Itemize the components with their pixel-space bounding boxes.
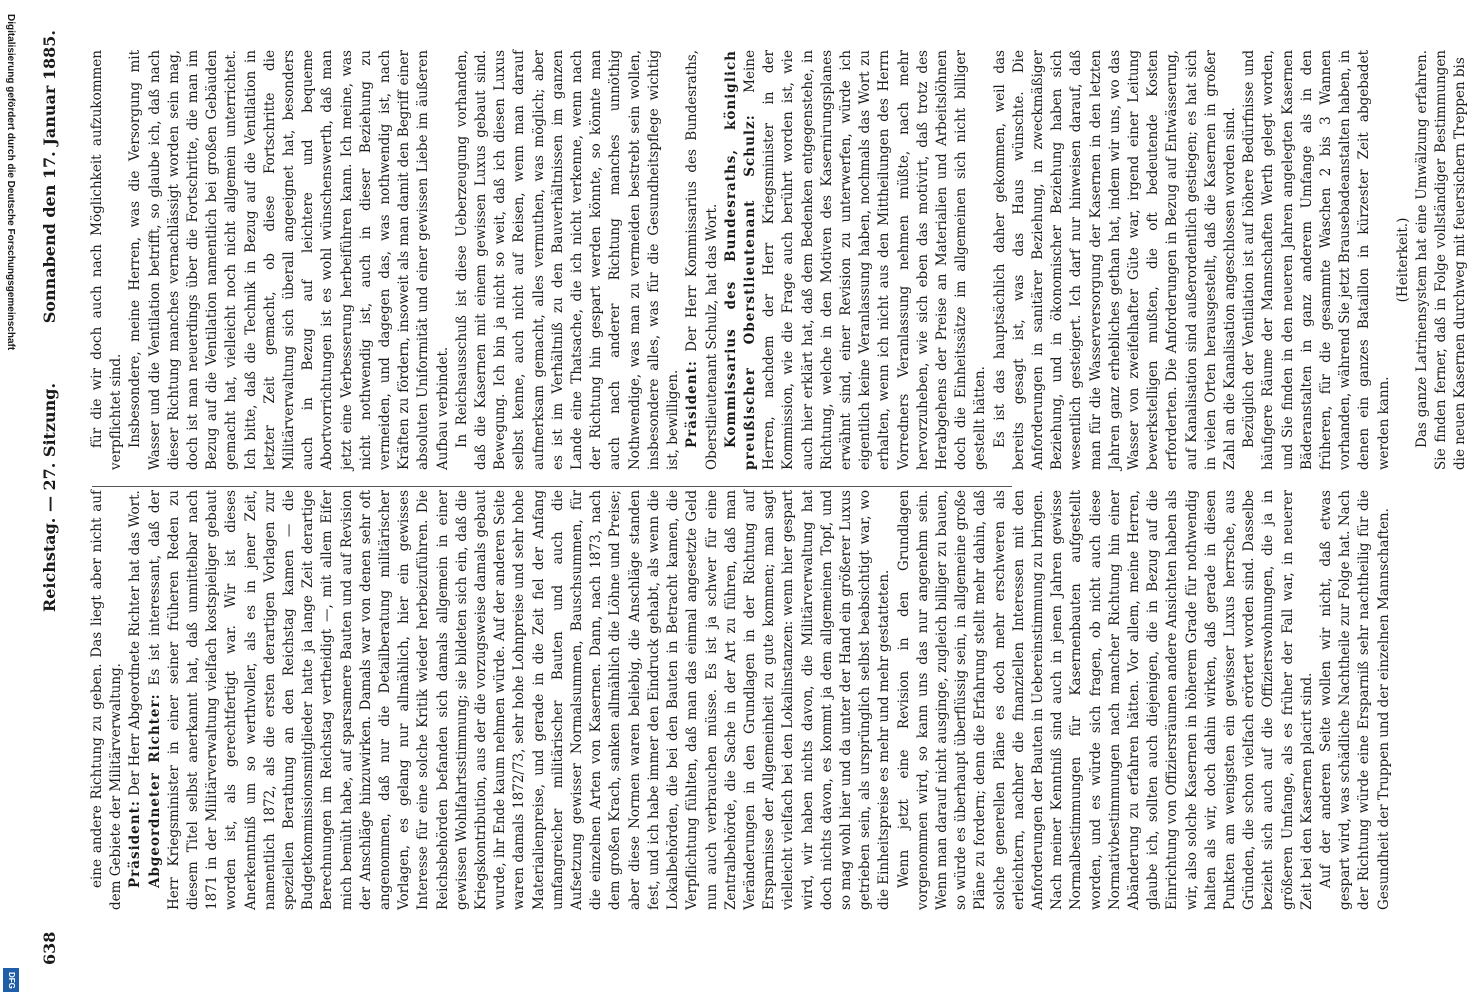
- paragraph: [453, 50, 683, 470]
- paragraph: [722, 50, 991, 470]
- paragraph-text: Insbesondere, meine Herren, was die Versorgung mit Wasser und die Ventilation betrifft, so glaube ich, daß nach dieser Richtung manches vernachlässigt worden sein mag, doch ist man neuerdings über die Fortschritte, die man im Bezug auf die Ventilation namentlich bei großen Gebäuden gemacht hat, vielleicht noch nicht allgemein unterrichtet. Ich bitte, daß die Technik in Bezug auf die Ventilation in letzter Zeit gemacht, ob diese Fortschritte die Militärverwaltung sich überall angeeignet hat, besonders auch in Bezug auf leichtere und bequeme Abortvorrichtungen ist es wohl wünschenswerth, daß man jetzt eine Verbesserung herbeiführen kann. Ich meine, was nicht nothwendig ist, auch in dieser Beziehung zu vermeiden, und dagegen das, was nothwendig ist, nach Kräften zu fördern, insoweit als man damit den Begriff einer absoluten Uniformität und einer gewissen Liebe im äußeren Aufbau verbindet.: [127, 50, 451, 470]
- paragraph: [1317, 490, 1394, 910]
- paragraph-text: Auf der anderen Seite wollen wir nicht, daß etwas gespart wird, was schädliche Nachtheile zur Folge hat. Nach der Richtung würde eine Ersparniß sehr nachtheilig für die Gesundheit der Truppen und der einzelnen Mannschaften.: [1318, 490, 1392, 910]
- paragraph-text: Das ganze Latrinensystem hat eine Umwälzung erfahren. Sie finden ferner, daß in Folge vollständiger Bestimmungen die neuen Kasernen durchweg mit feuersichern Treppen bis: [1414, 50, 1469, 470]
- funding-credit-text: Digitalisierung gefördert durch die Deutsche Forschungsgemeinschaft: [5, 14, 16, 351]
- paragraph-text: Wenn jetzt eine Revision in den Grundlagen vorgenommen wird, so kann uns das nur angenehm sein. Wenn man darauf nicht ausginge, zugleich billiger zu bauen, so würde es überhaupt überflüssig sein, in allgemeine große Pläne zu fordern; denn die Erfahrung stellt mehr dahin, daß solche generellen Pläne es doch mehr erschweren als erleichtern, nachher die finanziellen Interessen mit den Anforderungen der Bauten in Uebereinstimmung zu bringen. Nach meiner Kenntniß sind auch in jenen Jahren gewisse Normalbestimmungen für Kasernenbauten aufgestellt worden, und es würde sich fragen, ob nicht auch diese Normativbestimmungen nach mancher Richtung hin einer Abänderung zu erfahren hätten. Vor allem, meine Herren, glaube ich, sollten auch diejenigen, die in Bezug auf die Einrichtung von Offiziersräumen andere Ansichten haben als wir, also solche Kasernen in höherem Grade für nothwendig halten als wir, doch dahin wirken, daß gerade in diesen Punkten am wenigsten ein gewisser Luxus herrsche, aus Gründen, die schon vielfach erörtert worden sind. Dasselbe bezieht sich auch auf die Offizierswohnungen, die ja in größeren Umfange, als es früher der Fall war, in neuerer Zeit bei den Kasernen placirt sind.: [895, 490, 1315, 910]
- column-divider: [92, 486, 1012, 487]
- paragraph: [146, 490, 895, 910]
- page-number: 638: [40, 931, 59, 965]
- paragraph-text: In Reichsausschuß ist diese Ueberzeugung vorhanden, daß die Kasernen mit einem gewissen Luxus gebaut sind. Bewegung. Ich bin ja nicht so weit, daß ich diesen Luxus selbst kenne, auch nicht auf Reisen, wenn man darauf aufmerksam gemacht, alles vermuthen, was möglich; aber es ist im Verhältniß zu den Bauverhältnissen im ganzen Lande eine Thatsache, die ich nicht verkenne, wenn nach der Richtung hin gespart werden könnte, so könnte man auch nach anderer Richtung manches unnöthig Nothwendige, was man zu vermeiden bestrebt sein wollen, insbesondere alles, was für die Gesundheitspflege wichtig ist, bewilligen.: [453, 50, 682, 470]
- paragraph: [1240, 50, 1394, 470]
- session-date: Sonnabend den 17. Januar 1885.: [40, 30, 59, 324]
- session-title: Reichstag. — 27. Sitzung.: [40, 382, 59, 613]
- paragraph: [1413, 50, 1471, 470]
- paragraph: [683, 50, 721, 470]
- paragraph-text: Bezüglich der Ventilation ist auf höhere Bedürfnisse und häufigere Räume der Mannschaften Werth gelegt worden, und Sie finden in den neueren Jahren angelegten Kasernen Bäderanstalten in ganz anderem Umfange als in den früheren, für die gesammte Waschen 2 bis 3 Wannen vorhanden, während Sie jetzt Brausebadeanstalten haben, in denen ein ganzes Bataillon in kürzester Zeit abgebadet werden kann.: [1241, 50, 1392, 470]
- paragraph-text: für die wir doch auch nach Möglichkeit aufzukommen verpflichtet sind.: [89, 50, 125, 470]
- paragraph-text: Der Herr Abgeordnete Richter hat das Wort.: [127, 490, 144, 796]
- paragraph: [991, 50, 1241, 470]
- dfg-logo: DFG: [3, 968, 19, 992]
- paragraph-text: Es ist das hauptsächlich daher gekommen, weil das bereits gesagt ist, was das Haus wünschte. Die Anforderungen in sanitärer Beziehung, in zweckmäßiger Beziehung, und in ökonomischer Beziehung haben sich wesentlich gesteigert. Ich darf nur hinweisen darauf, daß man für die Wasserversorgung der Kasernen in den letzten Jahren ganz erhebliches gethan hat, indem wir uns, wo das Wasser von zweifelhafter Güte war, irgend einer Leitung bewerkstelligen mußten, die oft bedeutende Kosten erforderten. Die Anforderungen in Bezug auf Entwässerung, auf Kanalisation sind außerordentlich gestiegen; es hat sich in vielen Orten herausgestellt, daß die Kasernen in großer Zahl an die Kanalisation angeschlossen worden sind.: [991, 50, 1238, 470]
- speaker-name: Abgeordneter Richter:: [146, 693, 163, 888]
- paragraph: [126, 490, 145, 910]
- page-header: [34, 30, 64, 965]
- text-column-right: [88, 50, 1471, 470]
- speaker-name: Präsident:: [684, 360, 701, 448]
- paragraph: [88, 50, 126, 470]
- paragraph-text: Es ist interessant, daß der Herr Kriegsminister in einer seiner früheren Reden zu diesem Titel selbst anerkannt hat, daß unmittelbar nach 1871 in der Militärverwaltung vielfach kostspieliger gebaut worden ist, als gerechtfertigt war. Wir ist dieses Anerkenntniß um so werthvoller, als es in jener Zeit, namentlich 1872, als die ersten derartigen Vorlagen zur speziellen Berathung an den Reichstag kamen — die Budgetkommissionsmitglieder hatte ja lange Zeit derartige Berechnungen im Reichstag vertheidigt —, mit allem Eifer mich bemüht habe, auf sparsamere Bauten und auf Revision der Anschläge hinzuwirken. Damals war von denen sehr oft angenommen, daß nur die Detailberatung militärischer Vorlagen, es gelang nur allmählich, hier ein gewisses Interesse für eine solche Kritik wieder herbeizuführen. Die Reichsbehörden befanden sich damals allgemein in einer gewissen Wohlfahrtsstimmung; sie bildeten sich ein, daß die Kriegskontribution, aus der die vorzugsweise damals gebaut wurde, ihr Ende kaum nehmen würde. Auf der anderen Seite waren damals 1872/73, sehr hohe Lohnpreise und sehr hohe Materialienpreise, und gerade in die Zeit fiel der Anfang umfangreicher militärischer Bauten und auch die Aufsetzung gewisser Normalsummen, Bauschsummen, für die einzelnen Arten von Kasernen. Dann, nach 1873, nach dem großen Krach, sanken allmählich die Löhne und Preise; aber diese Normen waren beliebig, die Anschläge standen fest, und ich habe immer den Eindruck gehabt, als wenn die Lokalbehörden, die bei den Bauten in Betracht kamen, die Verpflichtung fühlten, daß man das einmal angesetzte Geld nun auch verbrauchen müsse. Es ist ja schwer für eine Zentralbehörde, die Sache in der Art zu führen, daß man Veränderungen in den Grundlagen in der Richtung auf Ersparnisse der Allgemeinheit zu gute kommen; man sagt vielleicht vielfach bei den Lokalinstanzen: wenn hier gespart wird, wir haben nichts davon, die Militärverwaltung hat doch nichts davon, es kommt ja dem allgemeinen Topf, und so mag wohl hier und da unter der Hand ein größerer Luxus getrieben sein, als ursprünglich selbst beabsichtigt war, wo die Einheitspreise es mehr und mehr gestatteten.: [146, 490, 893, 910]
- paragraph: [1394, 50, 1413, 470]
- paragraph-text: Der Herr Kommissarius des Bundesraths, Oberstlieutenant Schulz, hat das Wort.: [684, 50, 720, 470]
- speaker-name: Präsident:: [127, 800, 144, 888]
- paragraph: [126, 50, 452, 470]
- paragraph-text: Meine Herren, nachdem der Herr Kriegsminister in der Kommission, wie die Frage auch berührt worden ist, wie auch hier erklärt hat, daß dem Bedenken entgegenstehe, in Richtung, welche in den Motiven des Kasernirungsplanes erwähnt sind, einer Revision zu unterwerfen, würde ich eigentlich keine Veranlassung haben, nochmals das Wort zu erhalten, wenn ich nicht aus den Mittheilungen des Herrn Vorredners Veranlassung nehmen müßte, nach mehr hervorzuheben, wie sich eben das motivirt, daß trotz des Herabgehens der Preise an Materialien und Arbeitslöhnen doch die Einheitssätze im allgemeinen sich nicht billiger gestellt hätten.: [741, 50, 989, 470]
- paragraph-text: (Heiterkeit.): [1394, 217, 1411, 303]
- paragraph-text: eine andere Richtung zu geben. Das liegt aber nicht auf dem Gebiete der Militärverwaltung.: [89, 490, 125, 910]
- speaker-name: Kommissarius des Bundesraths, königlich preußischer Oberstlieutenant Schulz:: [722, 50, 758, 470]
- text-column-left: [88, 490, 1394, 910]
- paragraph: [88, 490, 126, 910]
- paragraph: [895, 490, 1317, 910]
